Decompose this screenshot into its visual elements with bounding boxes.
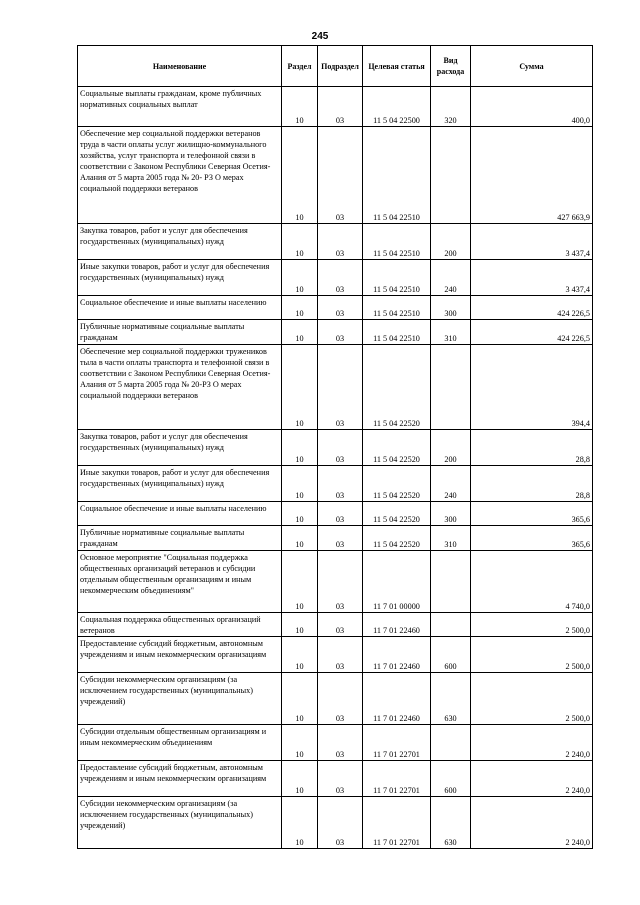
row-type xyxy=(431,345,471,430)
row-type: 200 xyxy=(431,430,471,466)
row-sum: 400,0 xyxy=(471,87,593,127)
row-type: 600 xyxy=(431,637,471,673)
row-target: 11 5 04 22510 xyxy=(363,320,431,345)
table-row xyxy=(78,673,593,725)
row-sum: 4 740,0 xyxy=(471,551,593,613)
row-target: 11 7 01 22701 xyxy=(363,761,431,797)
budget-table xyxy=(77,45,593,849)
row-section: 10 xyxy=(282,127,318,224)
row-subsection: 03 xyxy=(318,526,363,551)
row-subsection: 03 xyxy=(318,224,363,260)
row-section: 10 xyxy=(282,87,318,127)
row-target: 11 5 04 22520 xyxy=(363,466,431,502)
row-subsection: 03 xyxy=(318,637,363,673)
table-row xyxy=(78,761,593,797)
row-sum: 365,6 xyxy=(471,526,593,551)
row-subsection: 03 xyxy=(318,127,363,224)
row-target: 11 5 04 22520 xyxy=(363,345,431,430)
row-sum: 424 226,5 xyxy=(471,320,593,345)
row-name: Закупка товаров, работ и услуг для обеспечения государственных (муниципальных) нужд xyxy=(78,224,282,260)
row-name: Иные закупки товаров, работ и услуг для обеспечения государственных (муниципальных) нужд xyxy=(78,260,282,296)
table-body xyxy=(78,87,593,849)
row-name: Предоставление субсидий бюджетным, автономным учреждениям и иным некоммерческим организациям xyxy=(78,761,282,797)
row-sum: 2 500,0 xyxy=(471,637,593,673)
row-subsection: 03 xyxy=(318,551,363,613)
row-subsection: 03 xyxy=(318,260,363,296)
row-target: 11 5 04 22510 xyxy=(363,296,431,320)
row-section: 10 xyxy=(282,797,318,849)
header-sum: Сумма xyxy=(471,46,593,87)
row-target: 11 5 04 22500 xyxy=(363,87,431,127)
row-section: 10 xyxy=(282,320,318,345)
row-name: Публичные нормативные социальные выплаты гражданам xyxy=(78,526,282,551)
table-row xyxy=(78,127,593,224)
row-section: 10 xyxy=(282,466,318,502)
row-type: 600 xyxy=(431,761,471,797)
row-name: Предоставление субсидий бюджетным, автономным учреждениям и иным некоммерческим организациям xyxy=(78,637,282,673)
row-type xyxy=(431,725,471,761)
row-section: 10 xyxy=(282,673,318,725)
row-target: 11 7 01 22460 xyxy=(363,613,431,637)
row-target: 11 5 04 22510 xyxy=(363,260,431,296)
row-subsection: 03 xyxy=(318,430,363,466)
row-name: Субсидии отдельным общественным организациям и иным некоммерческим объединениям xyxy=(78,725,282,761)
row-name: Субсидии некоммерческим организациям (за исключением государственных (муниципальных) учреждений) xyxy=(78,797,282,849)
row-section: 10 xyxy=(282,296,318,320)
table-header-row xyxy=(78,46,593,87)
table-row xyxy=(78,613,593,637)
row-type: 300 xyxy=(431,296,471,320)
row-name: Основное мероприятие "Социальная поддержка общественных организаций ветеранов и субсидии отдельным общественным организациям и иным некоммерческим объединениям" xyxy=(78,551,282,613)
row-subsection: 03 xyxy=(318,797,363,849)
row-section: 10 xyxy=(282,637,318,673)
table-row xyxy=(78,725,593,761)
row-sum: 424 226,5 xyxy=(471,296,593,320)
row-target: 11 7 01 22460 xyxy=(363,673,431,725)
row-target: 11 7 01 00000 xyxy=(363,551,431,613)
row-type xyxy=(431,127,471,224)
row-sum: 28,8 xyxy=(471,430,593,466)
row-section: 10 xyxy=(282,430,318,466)
row-sum: 2 500,0 xyxy=(471,673,593,725)
table-row xyxy=(78,430,593,466)
row-sum: 2 240,0 xyxy=(471,797,593,849)
row-type xyxy=(431,613,471,637)
table-row xyxy=(78,296,593,320)
row-type: 240 xyxy=(431,260,471,296)
row-section: 10 xyxy=(282,224,318,260)
row-target: 11 5 04 22520 xyxy=(363,430,431,466)
row-subsection: 03 xyxy=(318,761,363,797)
row-section: 10 xyxy=(282,260,318,296)
row-target: 11 7 01 22460 xyxy=(363,637,431,673)
row-name: Публичные нормативные социальные выплаты гражданам xyxy=(78,320,282,345)
row-subsection: 03 xyxy=(318,320,363,345)
row-section: 10 xyxy=(282,526,318,551)
header-subsection: Подраздел xyxy=(318,46,363,87)
row-type xyxy=(431,551,471,613)
row-name: Социальные выплаты гражданам, кроме публичных нормативных социальных выплат xyxy=(78,87,282,127)
row-target: 11 5 04 22520 xyxy=(363,502,431,526)
row-name: Закупка товаров, работ и услуг для обеспечения государственных (муниципальных) нужд xyxy=(78,430,282,466)
row-target: 11 7 01 22701 xyxy=(363,725,431,761)
row-name: Обеспечение мер социальной поддержки ветеранов труда в части оплаты услуг жилищно-коммунального хозяйства, услуг транспорта и телефонной связи в соответствии с Законом Республики Северная Осетия-Алания от 5 марта 2005 года № 20- РЗ О мерах социальной поддержки ветеранов xyxy=(78,127,282,224)
table-row xyxy=(78,797,593,849)
row-target: 11 5 04 22520 xyxy=(363,526,431,551)
header-name: Наименование xyxy=(78,46,282,87)
row-target: 11 5 04 22510 xyxy=(363,127,431,224)
page-number: 245 xyxy=(311,31,329,42)
table-row xyxy=(78,526,593,551)
row-subsection: 03 xyxy=(318,466,363,502)
table-row xyxy=(78,637,593,673)
row-name: Социальная поддержка общественных организаций ветеранов xyxy=(78,613,282,637)
row-sum: 427 663,9 xyxy=(471,127,593,224)
row-section: 10 xyxy=(282,345,318,430)
table-row xyxy=(78,466,593,502)
table-row xyxy=(78,320,593,345)
row-type: 300 xyxy=(431,502,471,526)
row-sum: 394,4 xyxy=(471,345,593,430)
row-name: Субсидии некоммерческим организациям (за исключением государственных (муниципальных) учреждений) xyxy=(78,673,282,725)
header-type: Вид расхода xyxy=(431,46,471,87)
row-sum: 2 240,0 xyxy=(471,761,593,797)
row-sum: 2 500,0 xyxy=(471,613,593,637)
row-sum: 3 437,4 xyxy=(471,260,593,296)
row-section: 10 xyxy=(282,551,318,613)
row-type: 630 xyxy=(431,797,471,849)
row-type: 320 xyxy=(431,87,471,127)
row-name: Обеспечение мер социальной поддержки тружеников тыла в части оплаты транспорта и телефонной связи в соответствии с Законом Республики Северная Осетия-Алания от 5 марта 2005 года № 20-РЗ О мерах социальной поддержки ветеранов xyxy=(78,345,282,430)
row-target: 11 5 04 22510 xyxy=(363,224,431,260)
table-row xyxy=(78,87,593,127)
row-subsection: 03 xyxy=(318,725,363,761)
row-subsection: 03 xyxy=(318,502,363,526)
row-section: 10 xyxy=(282,761,318,797)
row-section: 10 xyxy=(282,502,318,526)
row-type: 310 xyxy=(431,526,471,551)
row-subsection: 03 xyxy=(318,345,363,430)
header-target: Целевая статья xyxy=(363,46,431,87)
row-name: Социальное обеспечение и иные выплаты населению xyxy=(78,502,282,526)
row-subsection: 03 xyxy=(318,673,363,725)
row-type: 200 xyxy=(431,224,471,260)
row-subsection: 03 xyxy=(318,296,363,320)
row-sum: 28,8 xyxy=(471,466,593,502)
table-row xyxy=(78,502,593,526)
row-subsection: 03 xyxy=(318,613,363,637)
row-type: 240 xyxy=(431,466,471,502)
row-target: 11 7 01 22701 xyxy=(363,797,431,849)
table-row xyxy=(78,551,593,613)
row-type: 630 xyxy=(431,673,471,725)
row-section: 10 xyxy=(282,613,318,637)
row-subsection: 03 xyxy=(318,87,363,127)
row-section: 10 xyxy=(282,725,318,761)
row-sum: 365,6 xyxy=(471,502,593,526)
header-section: Раздел xyxy=(282,46,318,87)
table-row xyxy=(78,345,593,430)
row-sum: 3 437,4 xyxy=(471,224,593,260)
row-name: Иные закупки товаров, работ и услуг для обеспечения государственных (муниципальных) нужд xyxy=(78,466,282,502)
row-sum: 2 240,0 xyxy=(471,725,593,761)
row-name: Социальное обеспечение и иные выплаты населению xyxy=(78,296,282,320)
table-row xyxy=(78,224,593,260)
table-row xyxy=(78,260,593,296)
row-type: 310 xyxy=(431,320,471,345)
